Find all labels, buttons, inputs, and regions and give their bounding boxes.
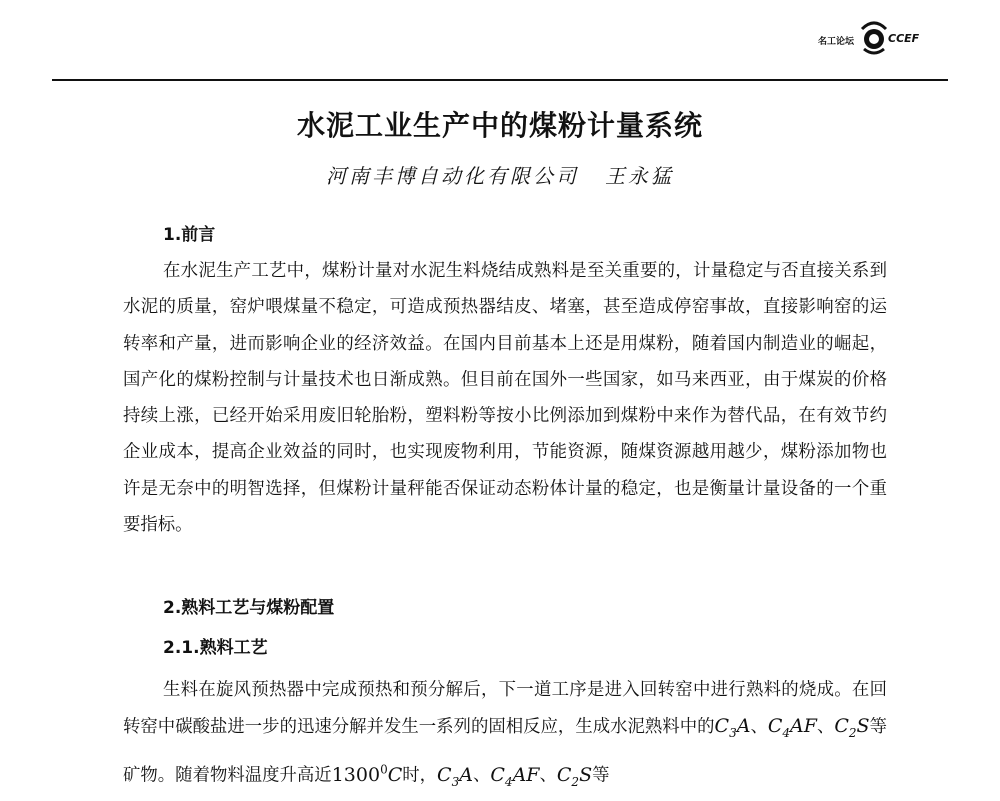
byline [0, 160, 1000, 189]
section-1-heading: 1.前言 [163, 225, 216, 245]
affiliation: 河南丰博自动化有限公司 [326, 164, 579, 188]
section-2-1-heading: 2.1.熟料工艺 [163, 638, 268, 658]
logo-text: 名工论坛 [818, 37, 855, 47]
section-2-1-body: 生料在旋风预热器中完成预热和预分解后，下一道工序是进入回转窑中进行熟料的烧成。在回转窑中碳酸盐进一步的迅速分解并发生一系列的固相反应，生成水泥熟料中的$C_3A$、$C_4AF$、$C_2S$等矿物。随着物料温度升高近1300$^0$C时，$C_3A$、$C_4AF$、$C_2S$等 [123, 680, 887, 789]
logo-brand: CCEF [888, 32, 920, 45]
section-2-heading: 2.熟料工艺与煤粉配置 [163, 598, 335, 618]
temperature-value: 1300$^0$C [331, 762, 403, 786]
formula-c3a: $C_3A$ [437, 763, 473, 789]
formula-c4af: $C_4AF$ [767, 715, 817, 741]
logo-emblem-icon [860, 19, 888, 55]
formula-c4af: $C_4AF$ [490, 763, 540, 789]
document-title: 水泥工业生产中的煤粉计量系统 [296, 109, 703, 142]
body-text: 等矿物。随着物料温度升高近 [123, 717, 887, 786]
body-text: 生料在旋风预热器中完成预热和预分解后，下一道工序是进入回转窑中进行熟料的烧成。在回转窑中碳酸盐进一步的迅速分解并发生一系列的固相反应，生成水泥熟料中的 [123, 680, 887, 738]
ccef-logo [818, 14, 936, 60]
header-rule [52, 79, 948, 81]
formula-c2s: $C_2S$ [834, 715, 870, 741]
formula-c3a: $C_3A$ [714, 715, 751, 741]
section-1-body: 在水泥生产工艺中，煤粉计量对水泥生料烧结成熟料是至关重要的，计量稳定与否直接关系到水泥的质量，窑炉喂煤量不稳定，可造成预热器结皮、堵塞，甚至造成停窑事故，直接影响窑的运转率和产量，进而影响企业的经济效益。在国内目前基本上还是用煤粉，随着国内制造业的崛起，国产化的煤粉控制与计量技术也日渐成熟。但目前在国外一些国家，如马来西亚，由于煤炭的价格持续上涨，已经开始采用废旧轮胎粉，塑料粉等按小比例添加到煤粉中来作为替代品，在有效节约企业成本，提高企业效益的同时，也实现废物利用，节能资源，随煤资源越用越少，煤粉添加物也许是无奈中的明智选择，但煤粉计量秤能否保证动态粉体计量的稳定，也是衡量计量设备的一个重要指标。 [123, 261, 887, 536]
formula-c2s: $C_2S$ [556, 763, 593, 789]
author: 王永猛 [605, 164, 674, 188]
